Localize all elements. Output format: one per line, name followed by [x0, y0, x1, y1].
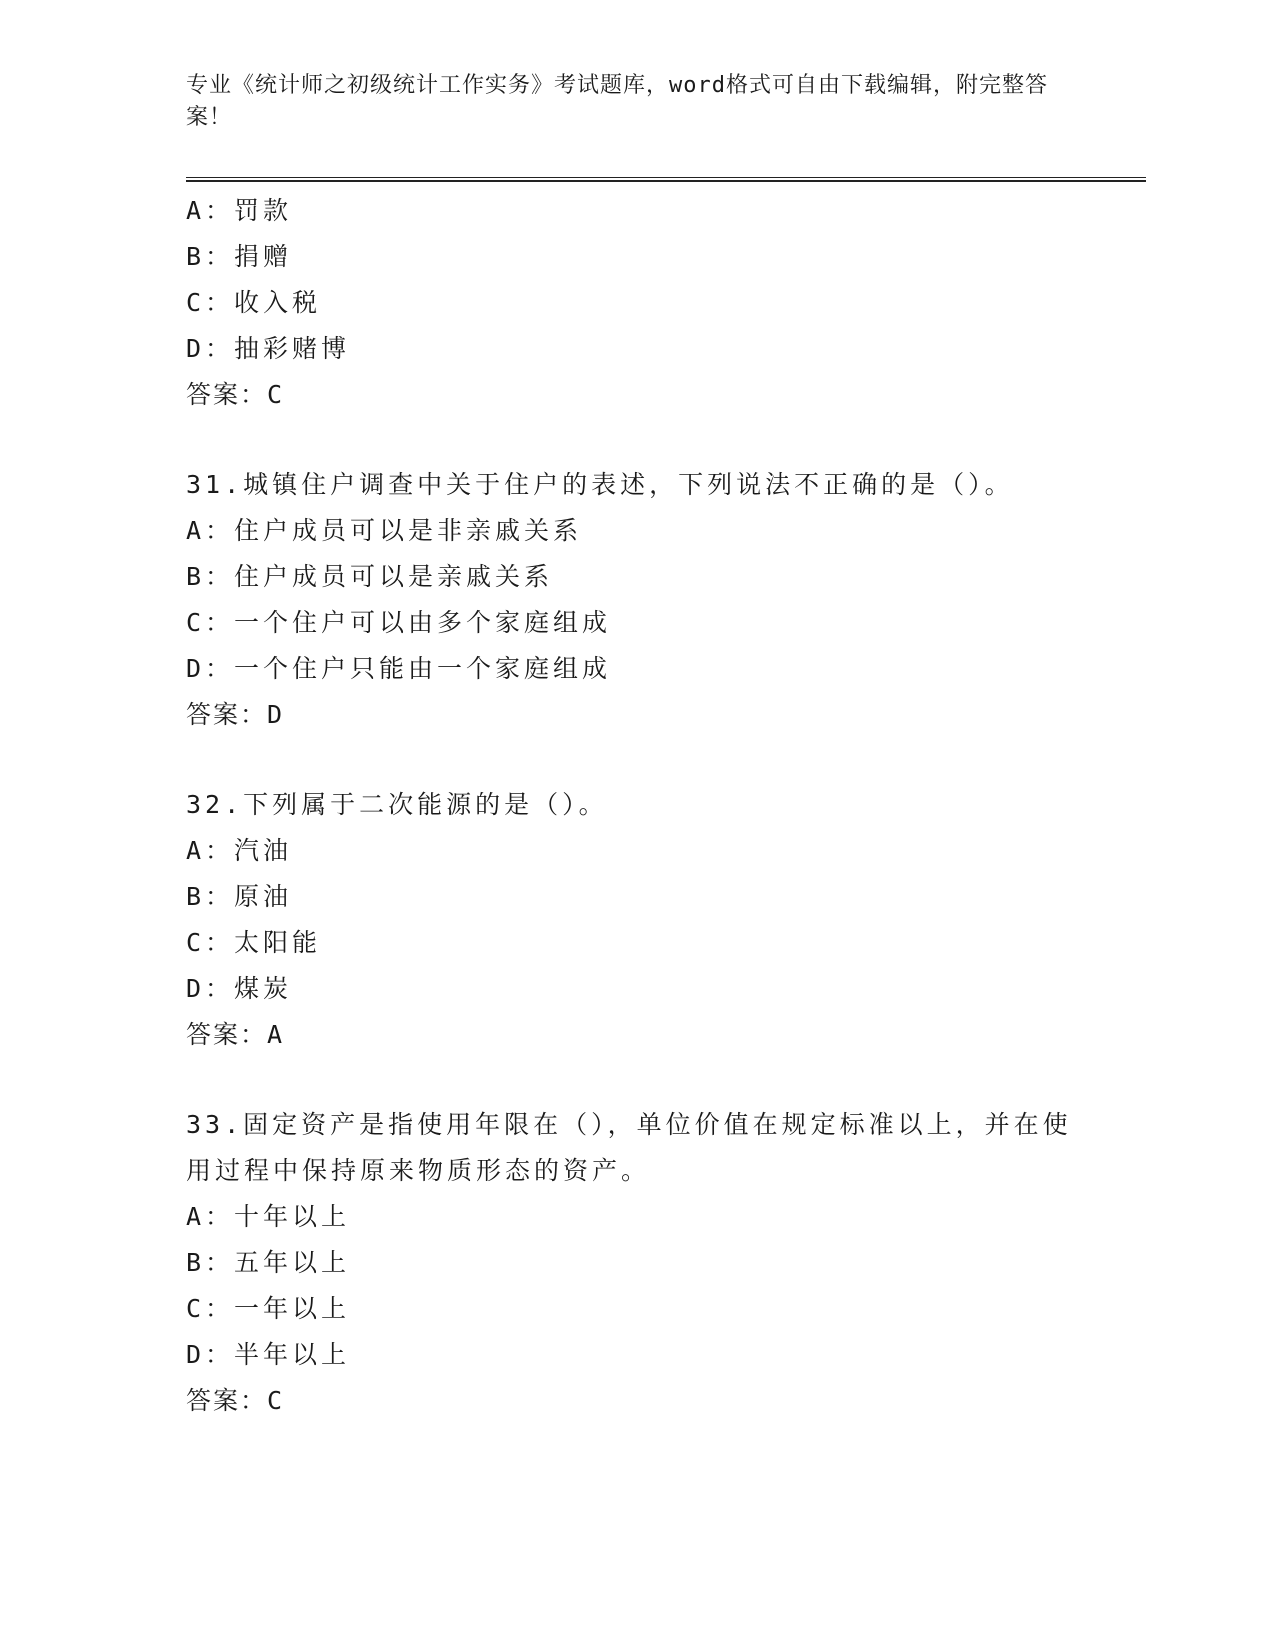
option-c: C：太阳能 — [186, 928, 322, 957]
answer-text: 答案：A — [186, 1020, 285, 1049]
option-c: C：一个住户可以由多个家庭组成 — [186, 608, 612, 637]
header-divider — [186, 177, 1146, 182]
option-a: A：汽油 — [186, 836, 293, 865]
document-page — [186, 0, 1146, 1650]
option-a: A：住户成员可以是非亲戚关系 — [186, 516, 583, 545]
question-stem: 33.固定资产是指使用年限在（），单位价值在规定标准以上，并在使用过程中保持原来物质形态的资产。 — [186, 1110, 1072, 1185]
option-b: B：捐赠 — [186, 242, 293, 271]
question-list — [186, 188, 1146, 1424]
option-b: B：五年以上 — [186, 1248, 351, 1277]
question-block-32 — [186, 782, 1146, 1058]
answer-text: 答案：D — [186, 700, 285, 729]
option-d: D：半年以上 — [186, 1340, 351, 1369]
option-d: D：一个住户只能由一个家庭组成 — [186, 654, 612, 683]
option-a: A：十年以上 — [186, 1202, 351, 1231]
document-header: 专业《统计师之初级统计工作实务》考试题库，word格式可自由下载编辑，附完整答案！ — [186, 73, 1048, 130]
option-d: D：煤炭 — [186, 974, 293, 1003]
answer-text: 答案：C — [186, 1386, 285, 1415]
question-stem: 32.下列属于二次能源的是（）。 — [186, 790, 608, 819]
option-a: A：罚款 — [186, 196, 293, 225]
question-block-30 — [186, 188, 1146, 418]
option-b: B：原油 — [186, 882, 293, 911]
answer-text: 答案：C — [186, 380, 285, 409]
option-b: B：住户成员可以是亲戚关系 — [186, 562, 554, 591]
question-block-31 — [186, 462, 1146, 738]
option-c: C：一年以上 — [186, 1294, 351, 1323]
question-block-33 — [186, 1102, 1146, 1424]
option-c: C：收入税 — [186, 288, 322, 317]
option-d: D：抽彩赌博 — [186, 334, 351, 363]
question-stem: 31.城镇住户调查中关于住户的表述，下列说法不正确的是（）。 — [186, 470, 1014, 499]
